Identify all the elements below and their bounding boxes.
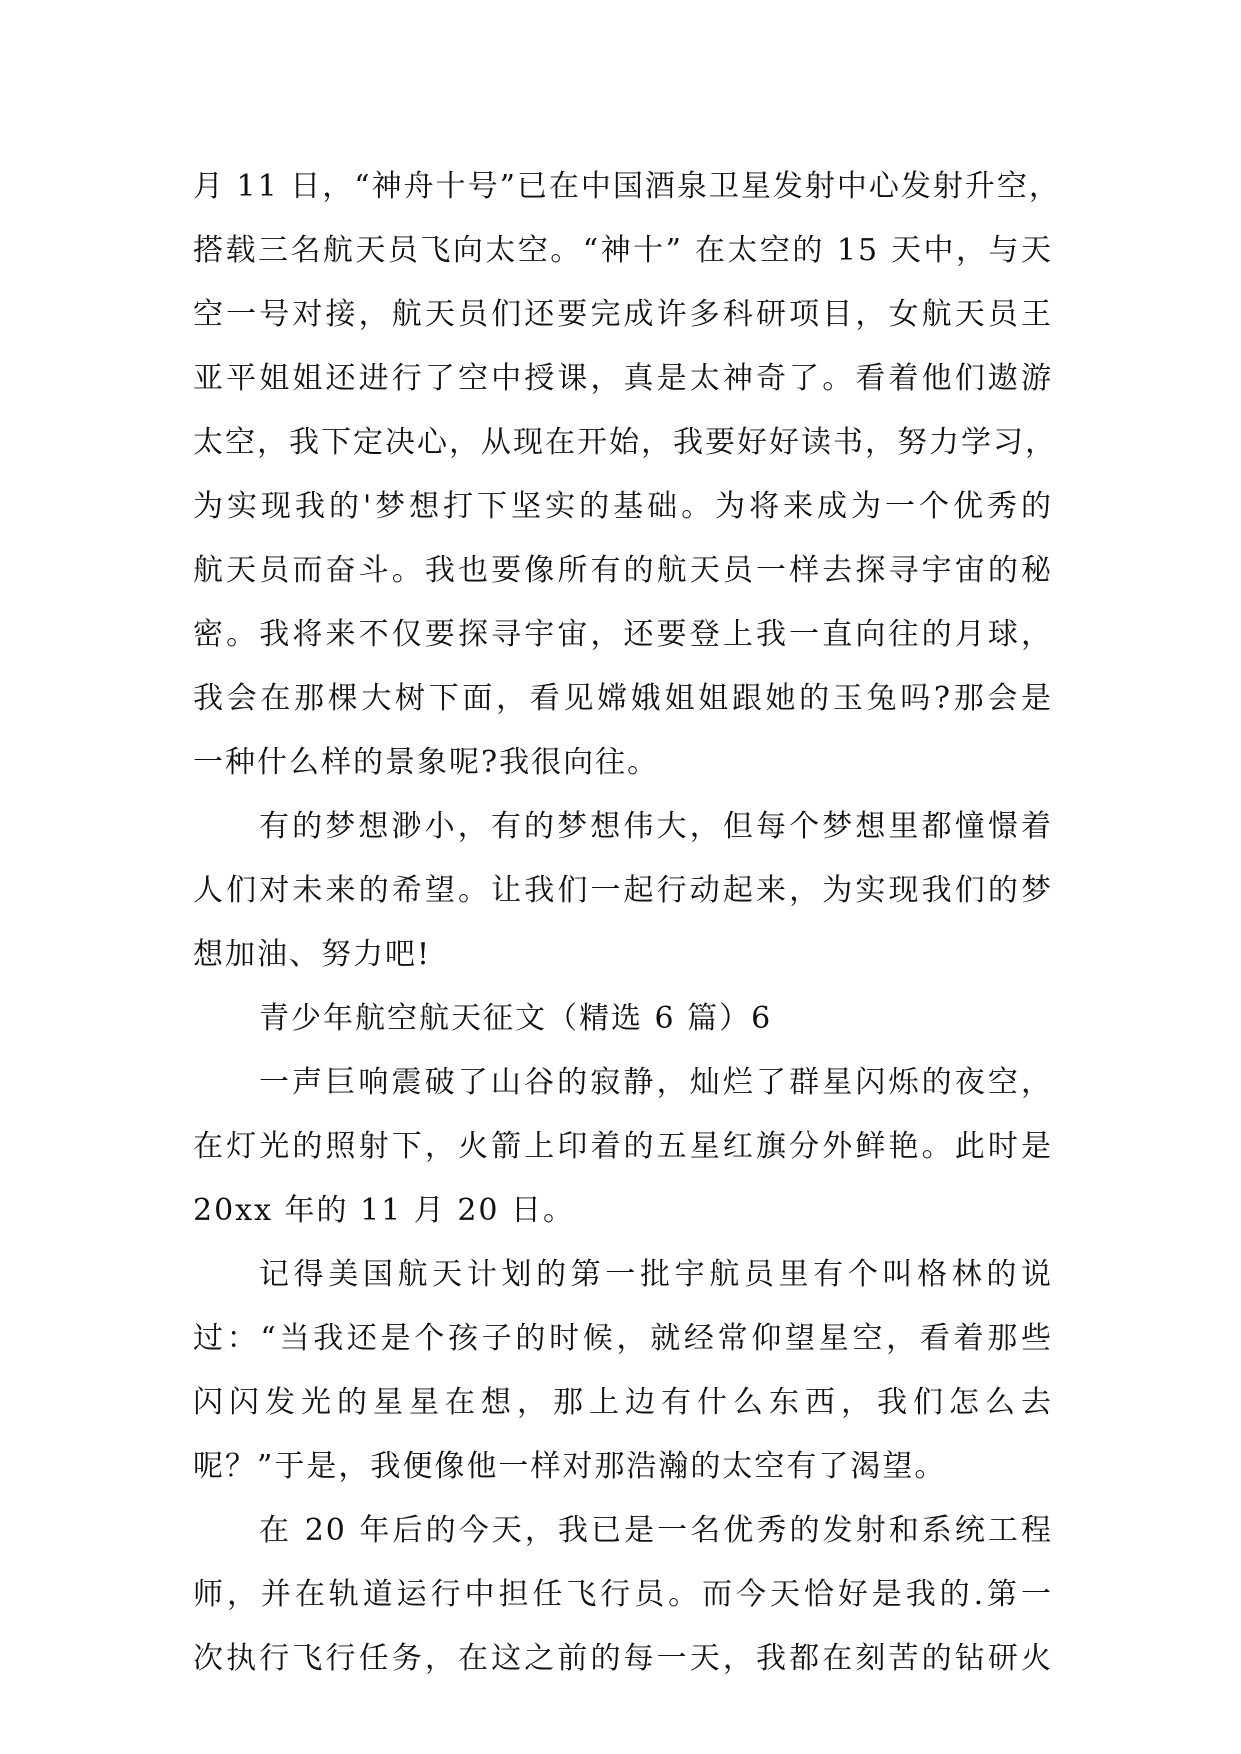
text-line: 想加油、努力吧! [193, 937, 432, 972]
heading-text: 青少年航空航天征文（精选 6 篇）6 [259, 1001, 773, 1036]
text-line: 月 11 日，“神舟十号”已在中国酒泉卫星发射中心发射升空， [193, 169, 1061, 204]
text-line: 我会在那棵大树下面，看见嫦娥姐姐跟她的玉兔吗?那会是 [193, 681, 1053, 716]
text-line: 有的梦想渺小，有的梦想伟大，但每个梦想里都憧憬着 [259, 809, 1053, 844]
paragraph [193, 1051, 1053, 1243]
text-line: 记得美国航天计划的第一批宇航员里有个叫格林的说 [259, 1257, 1053, 1292]
text-line: 为实现我的'梦想打下坚实的基础。为将来成为一个优秀的 [193, 489, 1053, 524]
text-line: 搭载三名航天员飞向太空。“神十” 在太空的 15 天中，与天 [193, 233, 1053, 268]
section-heading [193, 987, 1053, 1051]
paragraph [193, 1499, 1053, 1691]
text-line: 一种什么样的景象呢?我很向往。 [193, 745, 660, 780]
paragraph [193, 1243, 1053, 1499]
text-line: 过：“当我还是个孩子的时候，就经常仰望星空，看着那些 [193, 1321, 1053, 1356]
text-line: 人们对未来的希望。让我们一起行动起来，为实现我们的梦 [193, 873, 1053, 908]
text-line: 空一号对接，航天员们还要完成许多科研项目，女航天员王 [193, 297, 1053, 332]
text-line: 次执行飞行任务，在这之前的每一天，我都在刻苦的钻研火 [193, 1641, 1053, 1676]
text-line: 航天员而奋斗。我也要像所有的航天员一样去探寻宇宙的秘 [193, 553, 1053, 588]
text-line: 在 20 年后的今天，我已是一名优秀的发射和系统工程 [259, 1513, 1053, 1548]
text-line: 师，并在轨道运行中担任飞行员。而今天恰好是我的.第一 [193, 1577, 1053, 1612]
text-line: 呢？”于是，我便像他一样对那浩瀚的太空有了渴望。 [193, 1449, 947, 1484]
paragraph [193, 795, 1053, 987]
text-line: 亚平姐姐还进行了空中授课，真是太神奇了。看着他们遨游 [193, 361, 1053, 396]
document-body [193, 155, 1061, 1691]
text-line: 闪闪发光的星星在想，那上边有什么东西，我们怎么去 [193, 1385, 1053, 1420]
paragraph [193, 155, 1061, 795]
text-line: 一声巨响震破了山谷的寂静，灿烂了群星闪烁的夜空， [259, 1065, 1053, 1100]
text-line: 20xx 年的 11 月 20 日。 [193, 1193, 576, 1228]
text-line: 密。我将来不仅要探寻宇宙，还要登上我一直向往的月球， [193, 617, 1053, 652]
text-line: 太空，我下定决心，从现在开始，我要好好读书，努力学习， [193, 425, 1057, 460]
text-line: 在灯光的照射下，火箭上印着的五星红旗分外鲜艳。此时是 [193, 1129, 1053, 1164]
